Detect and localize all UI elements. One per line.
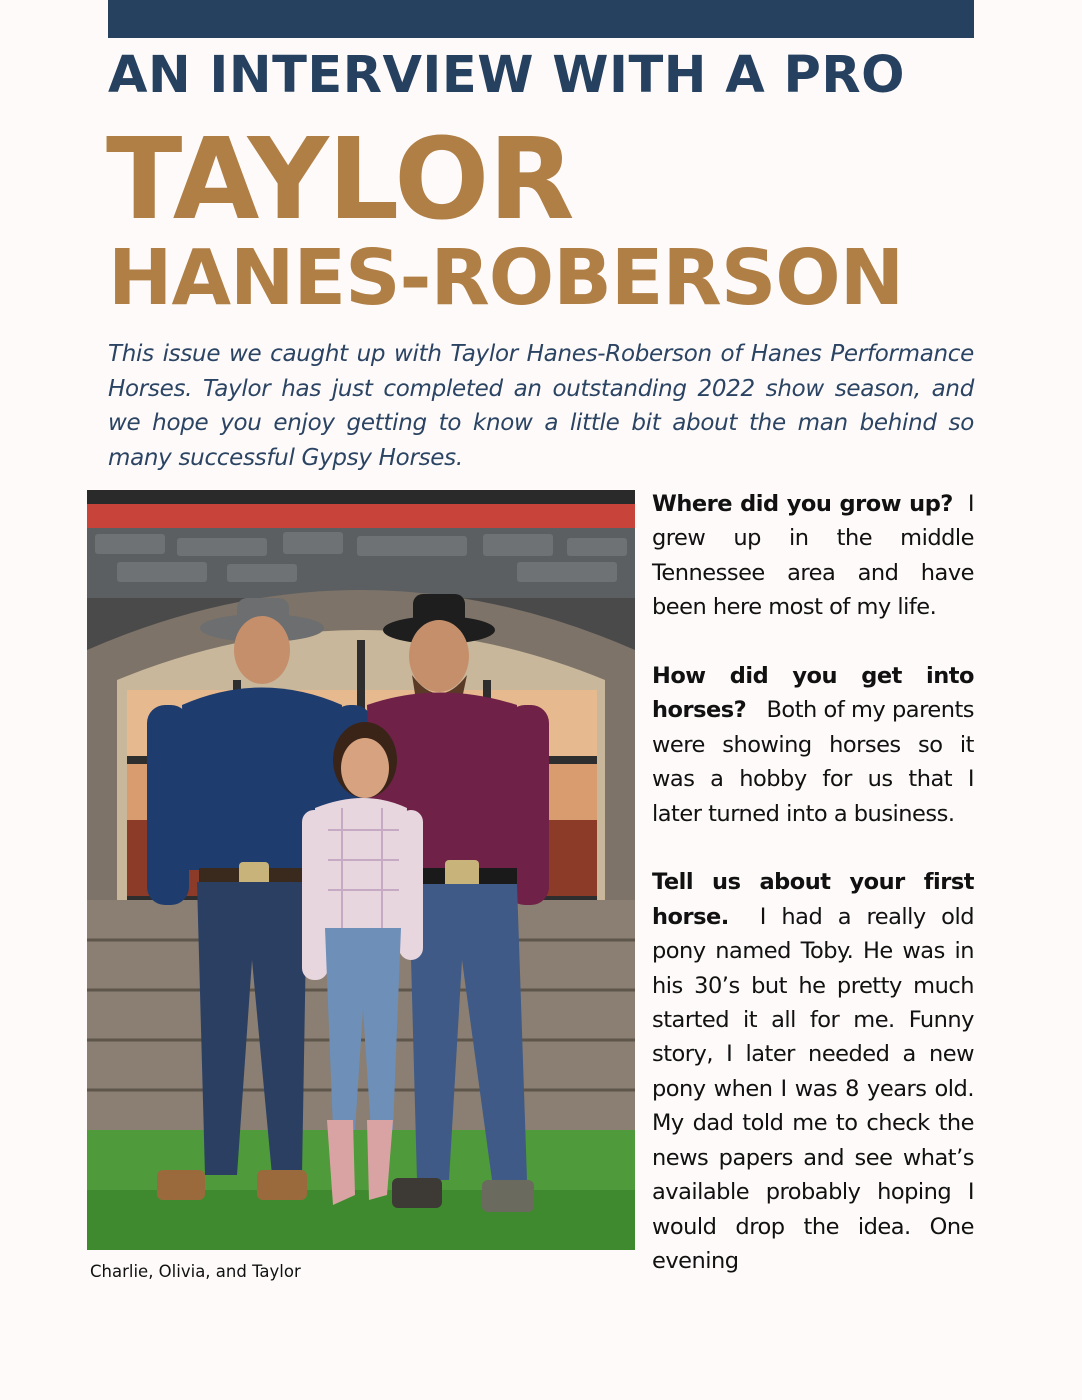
photo-caption: Charlie, Olivia, and Taylor <box>90 1262 301 1281</box>
interview-photo <box>87 490 635 1250</box>
top-banner-bar <box>108 0 974 38</box>
interview-question: How did you get into horses? <box>652 663 974 724</box>
intro-paragraph: This issue we caught up with Taylor Hanes-Roberson of Hanes Performance Horses. Taylor has just completed an outstanding 2022 show season, and we hope you enjoy getting to know a little bit about the man behind so many successful Gypsy Horses. <box>108 341 974 471</box>
interview-column <box>652 487 974 1278</box>
interview-question: Where did you grow up? <box>652 491 953 517</box>
interview-item <box>652 487 974 625</box>
interview-answer: I grew up in the middle Tennessee area and have been here most of my life. <box>652 491 974 621</box>
interviewee-last-name: HANES-ROBERSON <box>108 234 904 323</box>
interview-answer: Both of my parents were showing horses so it was a hobby for us that I later turned into a business. <box>652 697 974 827</box>
interviewee-first-name: TAYLOR <box>106 115 574 245</box>
interview-item <box>652 659 974 831</box>
interview-answer: I had a really old pony named Toby. He was in his 30’s but he pretty much started it all for me. Funny story, I later needed a new pony when I was 8 years old. My dad told me to check the news papers and see what’s available probably hoping I would drop the idea. One evening <box>652 903 974 1274</box>
section-kicker: AN INTERVIEW WITH A PRO <box>108 46 905 105</box>
interview-question: Tell us about your first horse. <box>652 869 974 930</box>
interview-item <box>652 865 974 1278</box>
